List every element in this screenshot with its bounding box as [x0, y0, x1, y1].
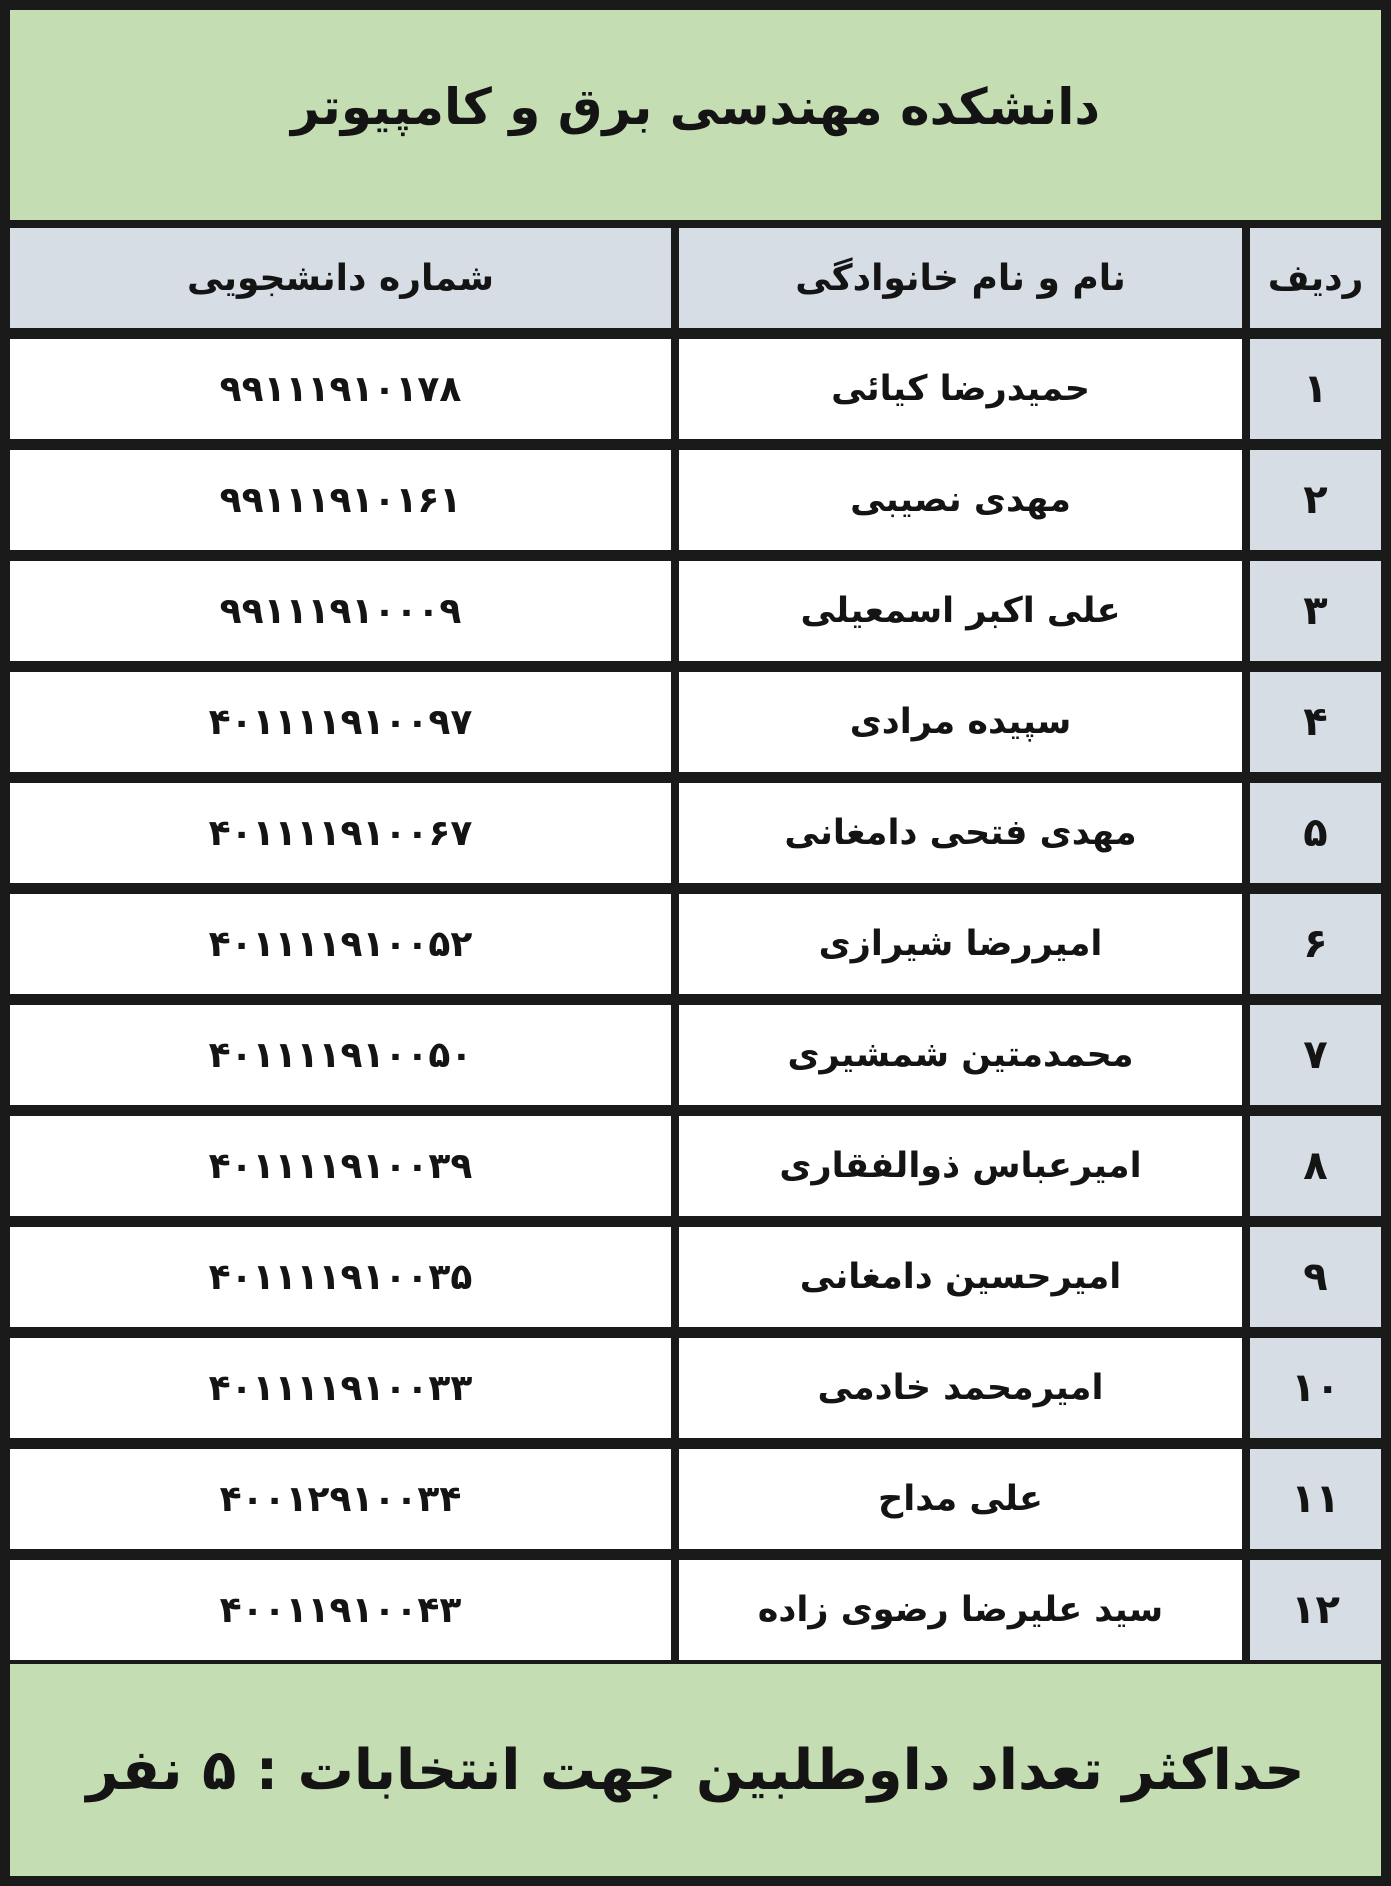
- cell-student-id: ۴۰۰۱۱۹۱۰۰۴۳: [10, 1560, 671, 1660]
- cell-row-number: ۱۲: [1250, 1560, 1381, 1660]
- header-student-id: شماره دانشجویی: [10, 228, 671, 328]
- cell-name: امیرعباس ذوالفقاری: [679, 1116, 1242, 1216]
- cell-row-number: ۱: [1250, 339, 1381, 439]
- header-row: ردیف: [1250, 228, 1381, 328]
- cell-name: سید علیرضا رضوی زاده: [679, 1560, 1242, 1660]
- cell-row-number: ۶: [1250, 894, 1381, 994]
- cell-row-number: ۳: [1250, 561, 1381, 661]
- cell-student-id: ۹۹۱۱۱۹۱۰۱۷۸: [10, 339, 671, 439]
- cell-student-id: ۴۰۱۱۱۱۹۱۰۰۳۹: [10, 1116, 671, 1216]
- cell-student-id: ۹۹۱۱۱۹۱۰۰۰۹: [10, 561, 671, 661]
- cell-name: امیرحسین دامغانی: [679, 1227, 1242, 1327]
- cell-row-number: ۱۱: [1250, 1449, 1381, 1549]
- cell-student-id: ۴۰۱۱۱۱۹۱۰۰۳۳: [10, 1338, 671, 1438]
- cell-student-id: ۹۹۱۱۱۹۱۰۱۶۱: [10, 450, 671, 550]
- cell-name: حمیدرضا کیائی: [679, 339, 1242, 439]
- cell-name: امیرمحمد خادمی: [679, 1338, 1242, 1438]
- cell-row-number: ۵: [1250, 783, 1381, 883]
- max-candidates-note: حداکثر تعداد داوطلبین جهت انتخابات : ۵ نفر: [86, 1737, 1305, 1803]
- cell-row-number: ۱۰: [1250, 1338, 1381, 1438]
- cell-row-number: ۸: [1250, 1116, 1381, 1216]
- cell-student-id: ۴۰۰۱۲۹۱۰۰۳۴: [10, 1449, 671, 1549]
- cell-row-number: ۴: [1250, 672, 1381, 772]
- page-title: دانشکده مهندسی برق و کامپیوتر: [290, 78, 1101, 136]
- header-name: نام و نام خانوادگی: [679, 228, 1242, 328]
- cell-name: محمدمتین شمشیری: [679, 1005, 1242, 1105]
- cell-row-number: ۷: [1250, 1005, 1381, 1105]
- students-table: [10, 228, 1381, 1660]
- cell-student-id: ۴۰۱۱۱۱۹۱۰۰۵۰: [10, 1005, 671, 1105]
- cell-student-id: ۴۰۱۱۱۱۹۱۰۰۵۲: [10, 894, 671, 994]
- cell-name: مهدی نصیبی: [679, 450, 1242, 550]
- cell-name: علی اکبر اسمعیلی: [679, 561, 1242, 661]
- cell-row-number: ۹: [1250, 1227, 1381, 1327]
- cell-name: مهدی فتحی دامغانی: [679, 783, 1242, 883]
- cell-student-id: ۴۰۱۱۱۱۹۱۰۰۶۷: [10, 783, 671, 883]
- cell-name: علی مداح: [679, 1449, 1242, 1549]
- cell-student-id: ۴۰۱۱۱۱۹۱۰۰۳۵: [10, 1227, 671, 1327]
- title-banner: [10, 10, 1381, 220]
- cell-name: سپیده مرادی: [679, 672, 1242, 772]
- cell-row-number: ۲: [1250, 450, 1381, 550]
- cell-name: امیررضا شیرازی: [679, 894, 1242, 994]
- cell-student-id: ۴۰۱۱۱۱۹۱۰۰۹۷: [10, 672, 671, 772]
- footer-banner: [10, 1664, 1381, 1876]
